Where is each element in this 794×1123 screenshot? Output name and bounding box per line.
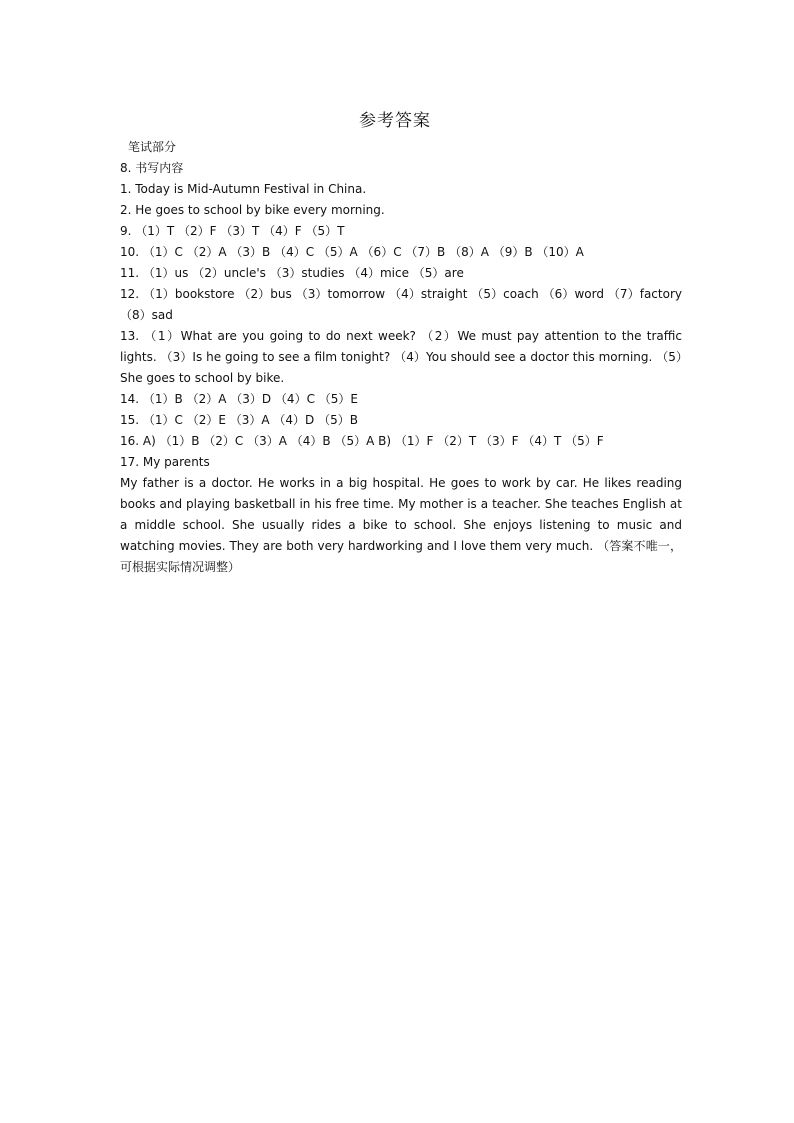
answer-line-17: 17. My parents: [120, 455, 210, 469]
essay-paragraph: My father is a doctor. He works in a big hospital. He goes to work by car. He likes reading books and playing basketball in his free time. My mother is a teacher. She teaches English at a middle school. She usually rides a bike to school. She enjoys listening to music and watching movies. They are both very hardworking and I love them very much. （答案不唯一，可根据实际情况调整）: [120, 476, 682, 574]
answer-paragraph-13: 13. （1）What are you going to do next week? （2）We must pay attention to the traffic lights. （3）Is he going to see a film tonight? （4）You should see a doctor this morning. （5）She goes to school by bike.: [120, 329, 682, 385]
answer-paragraph-12: 12. （1）bookstore （2）bus （3）tomorrow （4）straight （5）coach （6）word （7）factory （8）sad: [120, 287, 682, 322]
answer-line-8: 8. 书写内容: [120, 161, 184, 175]
answer-line-8-1: 1. Today is Mid-Autumn Festival in China.: [120, 182, 367, 196]
answer-line-10: 10. （1）C （2）A （3）B （4）C （5）A （6）C （7）B （8）A （9）B （10）A: [120, 245, 584, 259]
answer-line-9: 9. （1）T （2）F （3）T （4）F （5）T: [120, 224, 345, 238]
answer-content: [120, 137, 682, 578]
answer-line-14: 14. （1）B （2）A （3）D （4）C （5）E: [120, 392, 358, 406]
section-heading: 笔试部分: [128, 140, 177, 154]
answer-line-15: 15. （1）C （2）E （3）A （4）D （5）B: [120, 413, 358, 427]
answer-line-16: 16. A) （1）B （2）C （3）A （4）B （5）A B) （1）F （2）T （3）F （4）T （5）F: [120, 434, 604, 448]
answer-line-8-2: 2. He goes to school by bike every morning.: [120, 203, 385, 217]
answer-line-11: 11. （1）us （2）uncle's （3）studies （4）mice （5）are: [120, 266, 464, 280]
page-title: 参考答案: [359, 111, 431, 131]
